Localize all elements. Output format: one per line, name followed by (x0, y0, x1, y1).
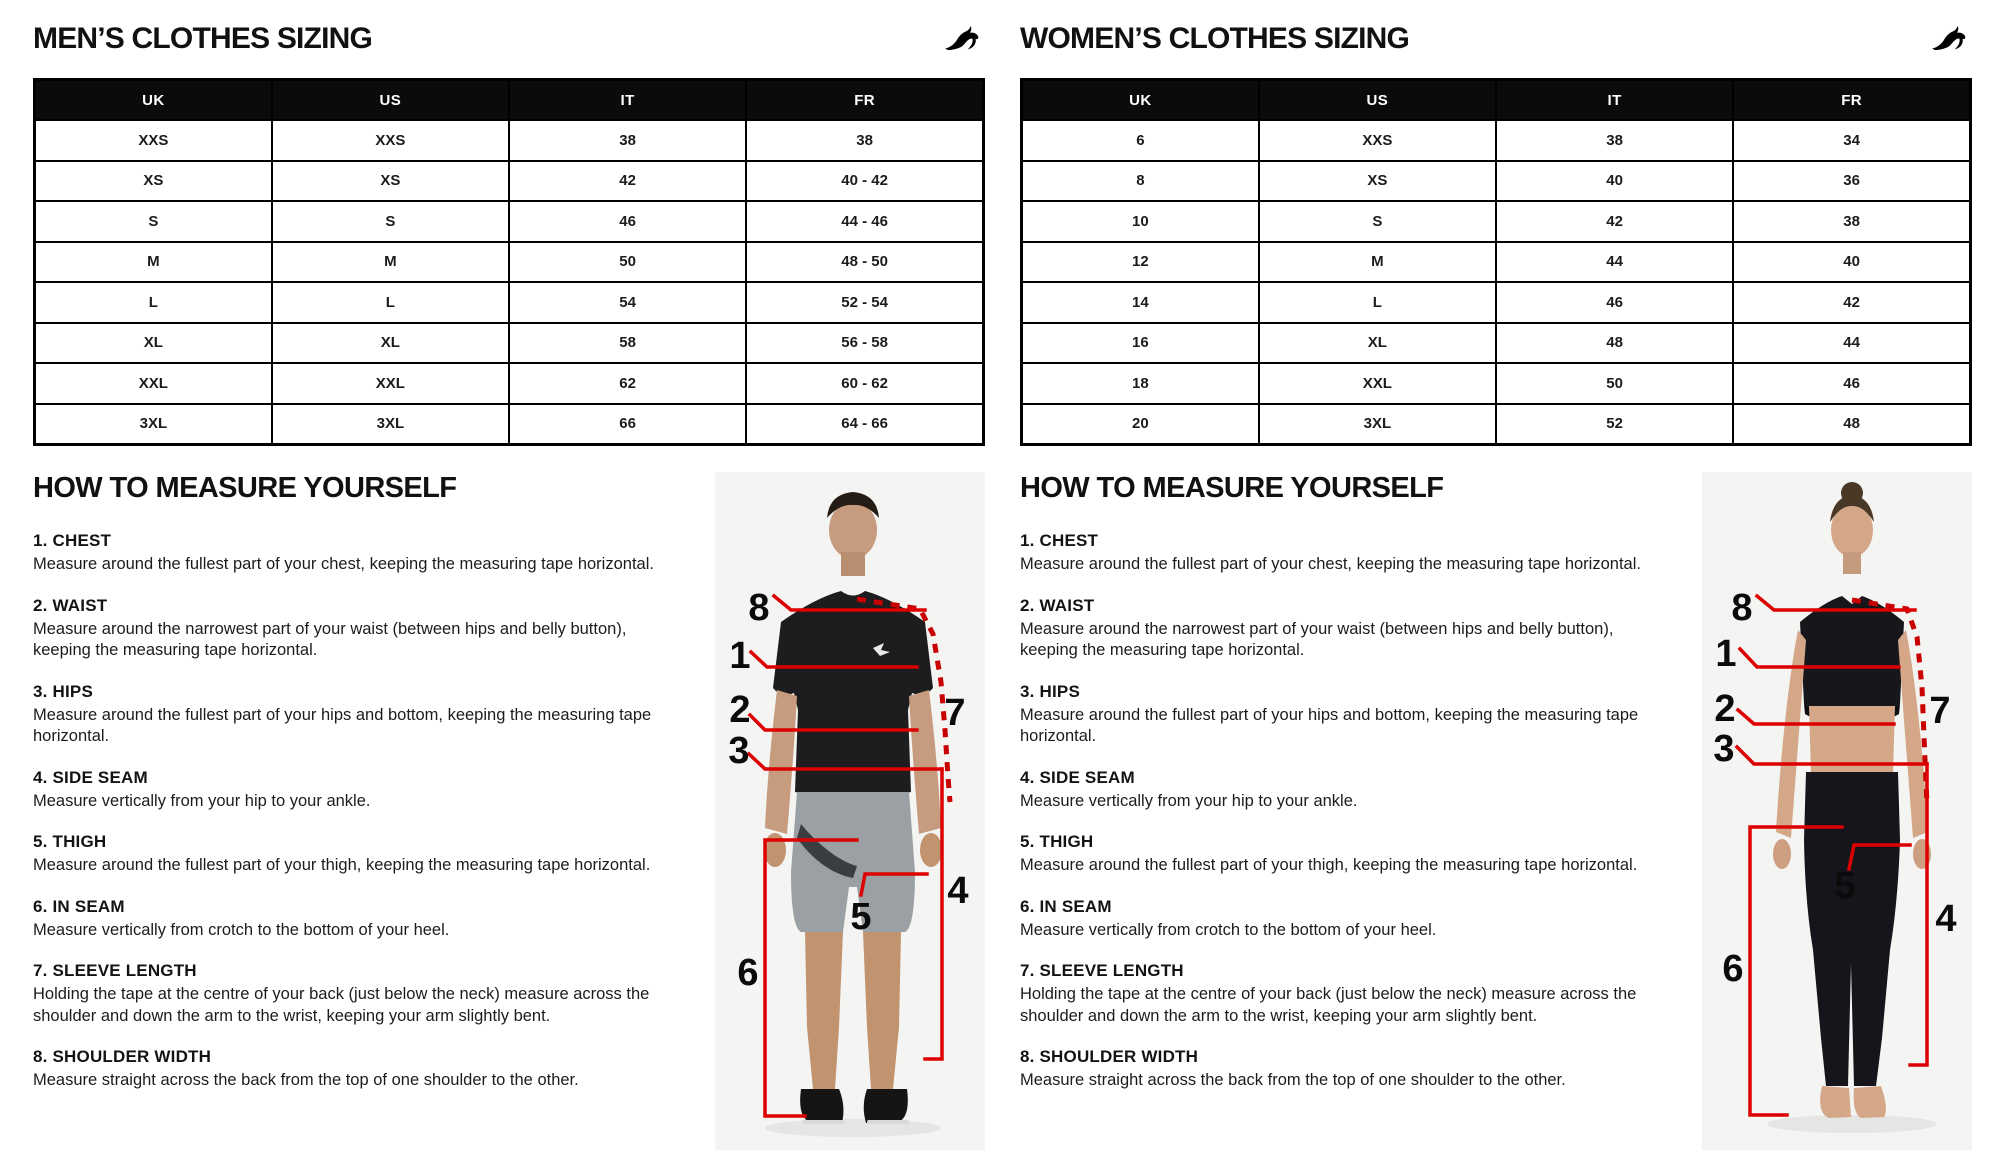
size-row (1022, 242, 1971, 283)
size-cell: L (1259, 282, 1496, 323)
measure-instruction (33, 768, 681, 813)
col-header-fr: FR (746, 80, 983, 121)
instruction-text: Measure around the fullest part of your hips and bottom, keeping the measuring tape horizontal. (1020, 705, 1639, 745)
label-hips: 3 (1713, 728, 1735, 770)
instruction-text: Measure straight across the back from the top of one shoulder to the other. (33, 1071, 579, 1089)
size-cell: XXL (272, 363, 509, 404)
size-row (1022, 404, 1971, 445)
instruction-text: Measure around the fullest part of your chest, keeping the measuring tape horizontal. (1020, 555, 1641, 573)
size-cell: M (272, 242, 509, 283)
instruction-text: Holding the tape at the centre of your back (just below the neck) measure across the shoulder and down the arm to the wrist, keeping your arm slightly bent. (1020, 985, 1637, 1025)
mens-measure-section (33, 472, 985, 1150)
instruction-text: Holding the tape at the centre of your back (just below the neck) measure across the shoulder and down the arm to the wrist, keeping your arm slightly bent. (33, 985, 650, 1025)
size-cell: 62 (509, 363, 746, 404)
mens-sizing-panel (33, 0, 985, 1176)
instruction-title: 2. WAIST (33, 595, 108, 615)
measure-instruction (33, 531, 681, 576)
size-cell: S (1259, 201, 1496, 242)
size-cell: 50 (509, 242, 746, 283)
col-header-us: US (1259, 80, 1496, 121)
label-thigh: 5 (850, 896, 872, 938)
size-cell: 20 (1022, 404, 1259, 445)
measure-instruction (1020, 531, 1668, 576)
label-side-seam: 4 (947, 870, 969, 912)
size-cell: 52 - 54 (746, 282, 983, 323)
size-cell: 48 (1496, 323, 1733, 364)
size-row (1022, 161, 1971, 202)
size-cell: 46 (1733, 363, 1970, 404)
size-cell: 66 (509, 404, 746, 445)
page-title-men: MEN’S CLOTHES SIZING (33, 22, 373, 55)
size-cell: 42 (1733, 282, 1970, 323)
size-cell: 52 (1496, 404, 1733, 445)
instruction-title: 6. IN SEAM (1020, 896, 1112, 916)
instruction-text: Measure around the fullest part of your hips and bottom, keeping the measuring tape horizontal. (33, 705, 652, 745)
size-row (35, 282, 984, 323)
size-cell: 48 - 50 (746, 242, 983, 283)
instruction-title: 7. SLEEVE LENGTH (33, 961, 197, 980)
size-cell: XL (1259, 323, 1496, 364)
size-cell: M (35, 242, 272, 283)
size-row (35, 242, 984, 283)
size-row (1022, 323, 1971, 364)
size-cell: 38 (1496, 120, 1733, 161)
measure-instruction (1020, 1047, 1668, 1092)
size-cell: 40 - 42 (746, 161, 983, 202)
instruction-title: 1. CHEST (33, 531, 112, 550)
size-cell: 34 (1733, 120, 1970, 161)
instruction-text: Measure around the fullest part of your chest, keeping the measuring tape horizontal. (33, 555, 654, 573)
womens-instruction-list (1020, 531, 1668, 1092)
mens-instruction-list (33, 531, 681, 1092)
mens-instructions (33, 472, 681, 1150)
male-figure-illustration (715, 472, 985, 1150)
label-chest: 1 (729, 635, 751, 677)
mens-measure-photo (715, 472, 985, 1150)
instruction-title: 8. SHOULDER WIDTH (33, 1047, 212, 1066)
label-in-seam: 6 (1722, 948, 1744, 990)
measure-instruction (1020, 897, 1668, 942)
label-shoulder-width: 8 (1731, 587, 1753, 629)
size-cell: S (272, 201, 509, 242)
instruction-title: 3. HIPS (1020, 681, 1080, 701)
instruction-title: 2. WAIST (1020, 595, 1095, 615)
size-cell: 38 (509, 120, 746, 161)
size-row (1022, 120, 1971, 161)
instruction-title: 6. IN SEAM (33, 896, 125, 916)
instruction-title: 4. SIDE SEAM (33, 767, 148, 787)
size-cell: 54 (509, 282, 746, 323)
size-cell: XL (272, 323, 509, 364)
page-title-women: WOMEN’S CLOTHES SIZING (1020, 22, 1410, 55)
size-cell: 60 - 62 (746, 363, 983, 404)
size-cell: L (272, 282, 509, 323)
size-cell: 3XL (272, 404, 509, 445)
instruction-title: 3. HIPS (33, 681, 93, 701)
instruction-text: Measure straight across the back from the top of one shoulder to the other. (1020, 1071, 1566, 1089)
label-in-seam: 6 (737, 952, 759, 994)
size-cell: 40 (1733, 242, 1970, 283)
womens-measure-section (1020, 472, 1972, 1150)
instruction-text: Measure around the narrowest part of your waist (between hips and belly button), keeping the measuring tape horizontal. (33, 619, 627, 659)
size-cell: 58 (509, 323, 746, 364)
instruction-title: 1. CHEST (1020, 531, 1099, 550)
measure-instruction (1020, 596, 1668, 662)
size-cell: XS (1259, 161, 1496, 202)
size-cell: 3XL (35, 404, 272, 445)
womens-sizing-panel (1020, 0, 1972, 1176)
instruction-title: 4. SIDE SEAM (1020, 767, 1135, 787)
col-header-us: US (272, 80, 509, 121)
womens-size-table-body (1022, 120, 1971, 445)
size-row (35, 363, 984, 404)
size-cell: 56 - 58 (746, 323, 983, 364)
instruction-text: Measure around the fullest part of your thigh, keeping the measuring tape horizontal. (33, 856, 651, 874)
size-cell: 12 (1022, 242, 1259, 283)
size-cell: 42 (509, 161, 746, 202)
instruction-text: Measure vertically from your hip to your ankle. (1020, 791, 1358, 810)
size-cell: 38 (1733, 201, 1970, 242)
size-cell: 48 (1733, 404, 1970, 445)
womens-instructions (1020, 472, 1668, 1150)
size-cell: S (35, 201, 272, 242)
puma-cat-logo-icon (941, 23, 985, 55)
mens-size-table-body (35, 120, 984, 445)
size-cell: 44 (1733, 323, 1970, 364)
mens-size-table-head (35, 80, 984, 121)
size-cell: 44 - 46 (746, 201, 983, 242)
womens-title-row (1020, 20, 1972, 58)
size-cell: 42 (1496, 201, 1733, 242)
measure-instruction (1020, 768, 1668, 813)
size-cell: 46 (509, 201, 746, 242)
size-row (1022, 282, 1971, 323)
size-cell: 64 - 66 (746, 404, 983, 445)
size-cell: 3XL (1259, 404, 1496, 445)
instruction-text: Measure vertically from crotch to the bottom of your heel. (1020, 920, 1437, 939)
size-row (35, 404, 984, 445)
size-cell: 50 (1496, 363, 1733, 404)
label-chest: 1 (1715, 633, 1737, 675)
size-cell: 8 (1022, 161, 1259, 202)
size-cell: XXL (35, 363, 272, 404)
size-row (1022, 363, 1971, 404)
measure-heading: HOW TO MEASURE YOURSELF (1020, 472, 1444, 504)
size-row (35, 120, 984, 161)
size-row (35, 201, 984, 242)
size-cell: 44 (1496, 242, 1733, 283)
size-row (35, 161, 984, 202)
womens-measure-photo (1702, 472, 1972, 1150)
size-cell: XXS (1259, 120, 1496, 161)
size-cell: XS (272, 161, 509, 202)
mens-size-table (33, 78, 985, 446)
instruction-title: 8. SHOULDER WIDTH (1020, 1047, 1199, 1066)
label-waist: 2 (729, 689, 751, 731)
measure-instruction (33, 682, 681, 748)
instruction-title: 5. THIGH (33, 832, 107, 851)
table-header-row (35, 80, 984, 121)
size-cell: XXS (272, 120, 509, 161)
size-cell: L (35, 282, 272, 323)
size-cell: XXL (1259, 363, 1496, 404)
size-cell: XL (35, 323, 272, 364)
measure-instruction (33, 897, 681, 942)
size-cell: XS (35, 161, 272, 202)
instruction-text: Measure vertically from crotch to the bottom of your heel. (33, 920, 450, 939)
label-shoulder-width: 8 (748, 587, 770, 629)
instruction-text: Measure around the fullest part of your thigh, keeping the measuring tape horizontal. (1020, 856, 1638, 874)
mens-title-row (33, 20, 985, 58)
size-cell: XXS (35, 120, 272, 161)
col-header-uk: UK (1022, 80, 1259, 121)
measure-instruction (33, 832, 681, 877)
instruction-text: Measure vertically from your hip to your ankle. (33, 791, 371, 810)
measure-heading: HOW TO MEASURE YOURSELF (33, 472, 457, 504)
size-cell: 16 (1022, 323, 1259, 364)
womens-size-table (1020, 78, 1972, 446)
floor-shadow (765, 1119, 941, 1137)
instruction-title: 7. SLEEVE LENGTH (1020, 961, 1184, 980)
col-header-it: IT (1496, 80, 1733, 121)
label-side-seam: 4 (1935, 898, 1957, 940)
size-cell: 18 (1022, 363, 1259, 404)
instruction-text: Measure around the narrowest part of your waist (between hips and belly button), keeping the measuring tape horizontal. (1020, 619, 1614, 659)
size-cell: 14 (1022, 282, 1259, 323)
label-sleeve-length: 7 (1929, 690, 1951, 732)
col-header-it: IT (509, 80, 746, 121)
label-waist: 2 (1714, 688, 1736, 730)
size-cell: 36 (1733, 161, 1970, 202)
col-header-fr: FR (1733, 80, 1970, 121)
floor-shadow (1767, 1115, 1937, 1133)
size-row (1022, 201, 1971, 242)
measure-instruction (1020, 682, 1668, 748)
col-header-uk: UK (35, 80, 272, 121)
label-sleeve-length: 7 (944, 692, 966, 734)
measure-instruction (1020, 961, 1668, 1027)
size-cell: 6 (1022, 120, 1259, 161)
size-cell: 10 (1022, 201, 1259, 242)
instruction-title: 5. THIGH (1020, 832, 1094, 851)
size-row (35, 323, 984, 364)
measure-instruction (33, 596, 681, 662)
label-thigh: 5 (1834, 865, 1856, 907)
female-figure-illustration (1702, 472, 1972, 1150)
measure-instruction (33, 1047, 681, 1092)
measure-instruction (1020, 832, 1668, 877)
size-cell: 46 (1496, 282, 1733, 323)
size-cell: 40 (1496, 161, 1733, 202)
size-cell: M (1259, 242, 1496, 283)
womens-size-table-head (1022, 80, 1971, 121)
label-hips: 3 (728, 730, 750, 772)
table-header-row (1022, 80, 1971, 121)
measure-instruction (33, 961, 681, 1027)
size-cell: 38 (746, 120, 983, 161)
puma-cat-logo-icon (1928, 23, 1972, 55)
